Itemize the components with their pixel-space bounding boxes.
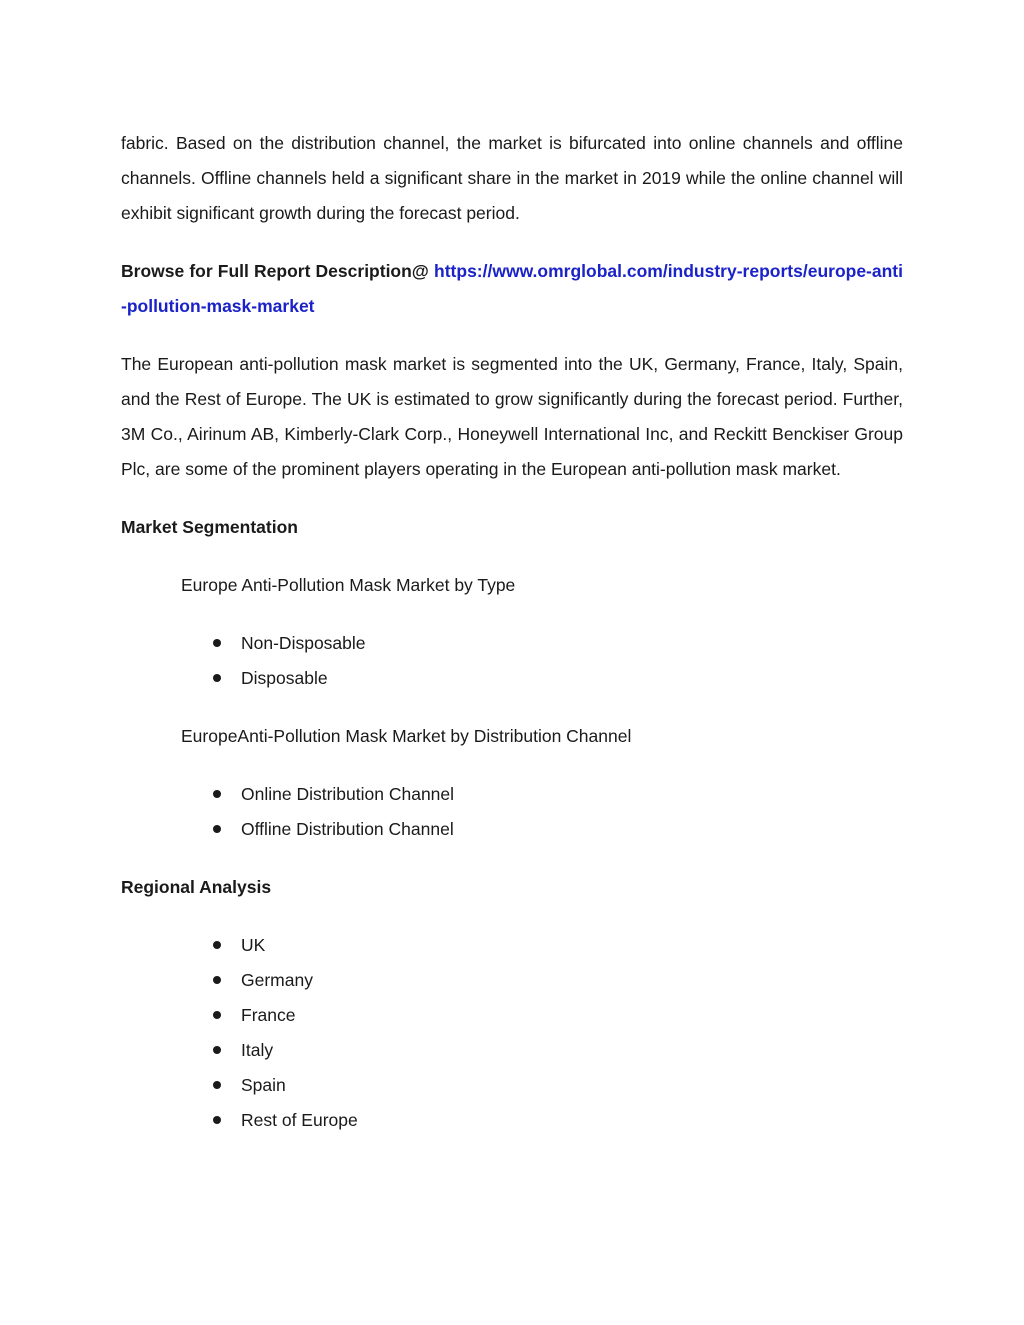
list-item: Offline Distribution Channel [241, 812, 903, 847]
list-item: Germany [241, 963, 903, 998]
list-item: Rest of Europe [241, 1103, 903, 1138]
by-type-subheading: Europe Anti-Pollution Mask Market by Type [181, 575, 516, 595]
regional-list [121, 928, 903, 1138]
bullet-icon [213, 976, 221, 984]
bullet-icon [213, 790, 221, 798]
market-segmentation-heading: Market Segmentation [121, 517, 298, 537]
bullet-icon [213, 639, 221, 647]
by-type-list [121, 626, 903, 696]
regional-analysis-heading: Regional Analysis [121, 877, 272, 897]
bullet-icon [213, 825, 221, 833]
regional-paragraph: The European anti-pollution mask market is segmented into the UK, Germany, France, Italy, Spain, and the Rest of Europe. The UK is estimated to grow significantly during the forecast period. Further, 3M Co., Airinum AB, Kimberly-Clark Corp., Honeywell International Inc, and Reckitt Benckiser Group Plc, are some of the prominent players operating in the European anti-pollution mask market. [121, 354, 903, 479]
list-item: Italy [241, 1033, 903, 1068]
list-item: Online Distribution Channel [241, 777, 903, 812]
document-page [121, 126, 903, 1138]
bullet-icon [213, 674, 221, 682]
by-channel-list [121, 777, 903, 847]
list-item: Spain [241, 1068, 903, 1103]
bullet-icon [213, 941, 221, 949]
bullet-icon [213, 1046, 221, 1054]
bullet-icon [213, 1116, 221, 1124]
bullet-icon [213, 1081, 221, 1089]
list-item: France [241, 998, 903, 1033]
list-item: Disposable [241, 661, 903, 696]
intro-paragraph: fabric. Based on the distribution channel, the market is bifurcated into online channels and offline channels. Offline channels held a significant share in the market in 2019 while the online channel will exhibit significant growth during the forecast period. [121, 133, 903, 223]
list-item: Non-Disposable [241, 626, 903, 661]
browse-label: Browse for Full Report Description@ [121, 261, 429, 281]
browse-paragraph [121, 254, 903, 324]
list-item: UK [241, 928, 903, 963]
by-channel-subheading: EuropeAnti-Pollution Mask Market by Distribution Channel [181, 726, 632, 746]
bullet-icon [213, 1011, 221, 1019]
report-link[interactable]: https://www.omrglobal.com/industry-reports/europe-anti-pollution-mask-market [121, 261, 903, 316]
